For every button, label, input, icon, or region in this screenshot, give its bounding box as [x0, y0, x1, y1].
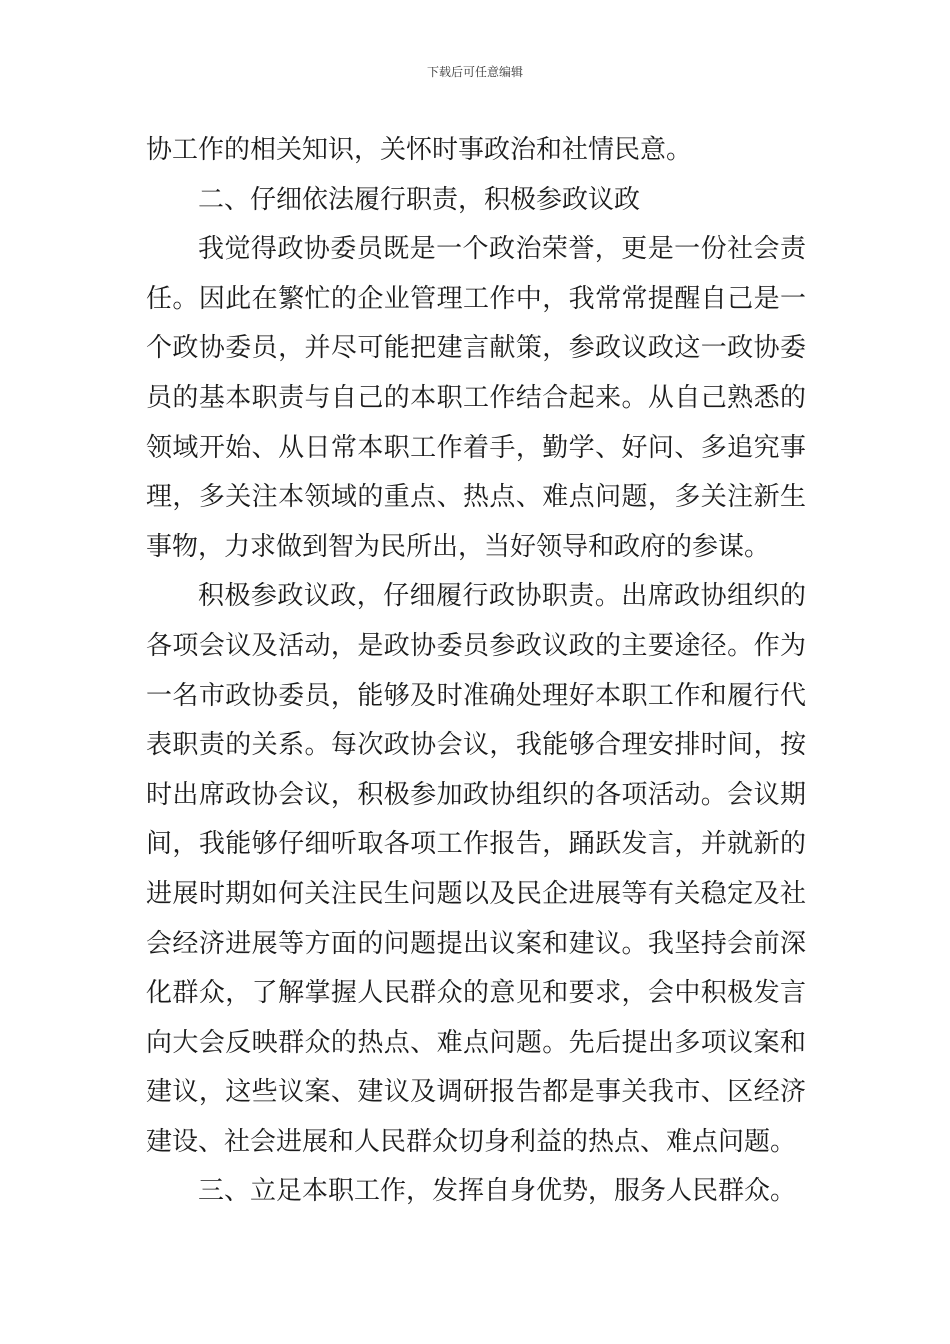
- section-heading: 二、仔细依法履行职责，积极参政议政: [198, 184, 641, 215]
- section-heading: 三、立足本职工作，发挥自身优势，服务人民群众。: [198, 1176, 797, 1207]
- paragraph-line: 员的基本职责与自己的本职工作结合起来。从自己熟悉的: [146, 382, 806, 413]
- paragraph-line: 各项会议及活动，是政协委员参政议政的主要途径。作为: [146, 630, 806, 661]
- paragraph-line: 会经济进展等方面的问题提出议案和建议。我坚持会前深: [146, 928, 806, 959]
- paragraph-line: 一名市政协委员，能够及时准确处理好本职工作和履行代: [146, 680, 806, 711]
- paragraph-line: 进展时期如何关注民生问题以及民企进展等有关稳定及社: [146, 878, 806, 909]
- paragraph-line: 积极参政议政，仔细履行政协职责。出席政协组织的: [198, 581, 806, 612]
- paragraph-line: 时出席政协会议，积极参加政协组织的各项活动。会议期: [146, 779, 806, 810]
- paragraph-line: 建议，这些议案、建议及调研报告都是事关我市、区经济: [146, 1077, 806, 1108]
- paragraph-line: 理，多关注本领域的重点、热点、难点问题，多关注新生: [146, 482, 806, 513]
- document-body: [146, 126, 806, 1217]
- page-header: 下载后可任意编辑: [426, 65, 523, 79]
- text-line: 协工作的相关知识，关怀时事政治和社情民意。: [146, 135, 693, 165]
- paragraph-line: 化群众，了解掌握人民群众的意见和要求，会中积极发言: [146, 978, 806, 1009]
- paragraph-line: 间，我能够仔细听取各项工作报告，踊跃发言，并就新的: [146, 829, 806, 860]
- paragraph-line: 个政协委员，并尽可能把建言献策，参政议政这一政协委: [146, 333, 806, 364]
- paragraph-line: 领域开始、从日常本职工作着手，勤学、好问、多追究事: [146, 432, 806, 463]
- paragraph-line: 事物，力求做到智为民所出，当好领导和政府的参谋。: [146, 531, 771, 562]
- paragraph-line: 向大会反映群众的热点、难点问题。先后提出多项议案和: [146, 1027, 806, 1058]
- paragraph-line: 表职责的关系。每次政协会议，我能够合理安排时间，按: [146, 730, 806, 761]
- paragraph-line: 任。因此在繁忙的企业管理工作中，我常常提醒自己是一: [146, 283, 806, 314]
- paragraph-line: 建设、社会进展和人民群众切身利益的热点、难点问题。: [146, 1126, 797, 1157]
- paragraph-line: 我觉得政协委员既是一个政治荣誉，更是一份社会责: [198, 234, 806, 265]
